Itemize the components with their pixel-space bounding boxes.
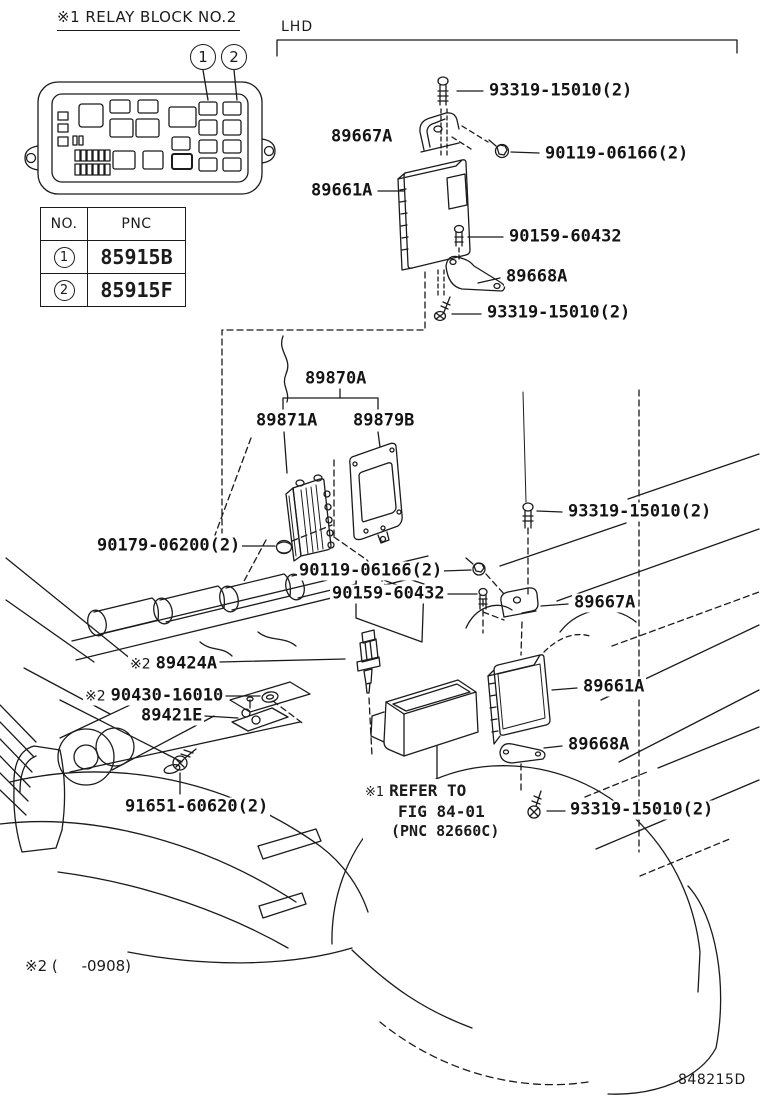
refer-note-line-3: (PNC 82660C) (391, 822, 500, 841)
refer-note (363, 779, 501, 843)
part-label-90159-60432-a: 90159-60432 (509, 226, 622, 247)
car-front-line-art (0, 705, 472, 1028)
part-label-89667a-a: 89667A (331, 126, 393, 147)
footnote-production-range: ※2 ( -0908) (25, 957, 132, 975)
part-label-89424a (128, 655, 219, 674)
assembly-mid-right (442, 503, 568, 617)
part-label-91651-60620: 91651-60620(2) (125, 796, 269, 817)
callout-circle-1: 1 (190, 44, 216, 70)
part-label-90179-06200: 90179-06200(2) (97, 535, 241, 556)
cowl-tray-icon (371, 680, 478, 784)
ref2-mark: ※2 (85, 688, 106, 705)
sensor-icon (357, 630, 380, 693)
ref1-mark: ※1 (365, 785, 385, 800)
part-label-93319-15010-a: 93319-15010(2) (489, 80, 633, 101)
table-header-no: NO. (41, 208, 88, 240)
part-label-89661a-a: 89661A (311, 180, 373, 201)
callout-circle-2: 2 (221, 44, 247, 70)
refer-note-line-1 (365, 780, 499, 801)
strap-bracket-icon (446, 256, 505, 291)
screw-icon (435, 297, 451, 321)
pnc-value-1: 85915B (100, 245, 173, 269)
part-label-93319-15010-d: 93319-15010(2) (570, 799, 714, 820)
screw-icon (438, 77, 448, 105)
pnc-value-2: 85915F (100, 278, 173, 302)
table-row (41, 273, 185, 306)
refer-note-line-2: FIG 84-01 (398, 802, 485, 822)
lhd-label: LHD (281, 19, 314, 35)
bracket-icon (501, 588, 538, 617)
ecu-box-icon (398, 160, 470, 270)
table-header-pnc: PNC (121, 216, 152, 232)
bolt-icon (489, 140, 509, 158)
bracket-icon (420, 113, 459, 152)
circled-number-2: 2 (54, 280, 75, 301)
part-label-89871a: 89871A (256, 410, 318, 431)
pnc-table (40, 207, 186, 307)
igniter-icon (286, 475, 334, 561)
gasket-icon (350, 443, 402, 543)
part-number: 90430-16010 (110, 685, 224, 706)
part-label-89879b: 89879B (353, 410, 415, 431)
screw-icon (528, 791, 541, 818)
relay-block-drawing (25, 70, 275, 194)
strap-bracket-icon (500, 744, 545, 763)
part-label-89870a: 89870A (305, 368, 367, 389)
nut-icon (277, 541, 292, 554)
part-label-89661a-b: 89661A (583, 676, 645, 697)
relay-block-title: ※1 RELAY BLOCK NO.2 (57, 8, 240, 31)
part-label-90119-06166-a: 90119-06166(2) (545, 143, 689, 164)
part-label-90430-16010 (83, 687, 225, 706)
part-label-90159-60432-b: 90159-60432 (332, 583, 445, 604)
part-label-89667a-b: 89667A (574, 592, 636, 613)
bolt-icon (163, 749, 196, 775)
part-label-90119-06166-b: 90119-06166(2) (299, 560, 443, 581)
washer-icon (261, 691, 278, 704)
part-label-89668a-b: 89668A (568, 734, 630, 755)
refer-note-text: REFER TO (389, 781, 467, 800)
part-label-89668a-a: 89668A (506, 266, 568, 287)
part-label-93319-15010-c: 93319-15010(2) (568, 501, 712, 522)
part-label-93319-15010-b: 93319-15010(2) (487, 302, 631, 323)
circled-number-1: 1 (54, 247, 75, 268)
table-row (41, 240, 185, 273)
ref2-mark: ※2 (130, 656, 151, 673)
ecu-box-icon (488, 655, 550, 744)
lhd-bracket-line (277, 40, 737, 56)
screw-icon (523, 503, 533, 528)
figure-number: 848215D (678, 1072, 746, 1088)
screw-icon (455, 226, 464, 247)
part-number: 89424A (155, 653, 218, 674)
bolt-icon (466, 558, 485, 575)
part-label-89421e: 89421E (141, 705, 203, 726)
